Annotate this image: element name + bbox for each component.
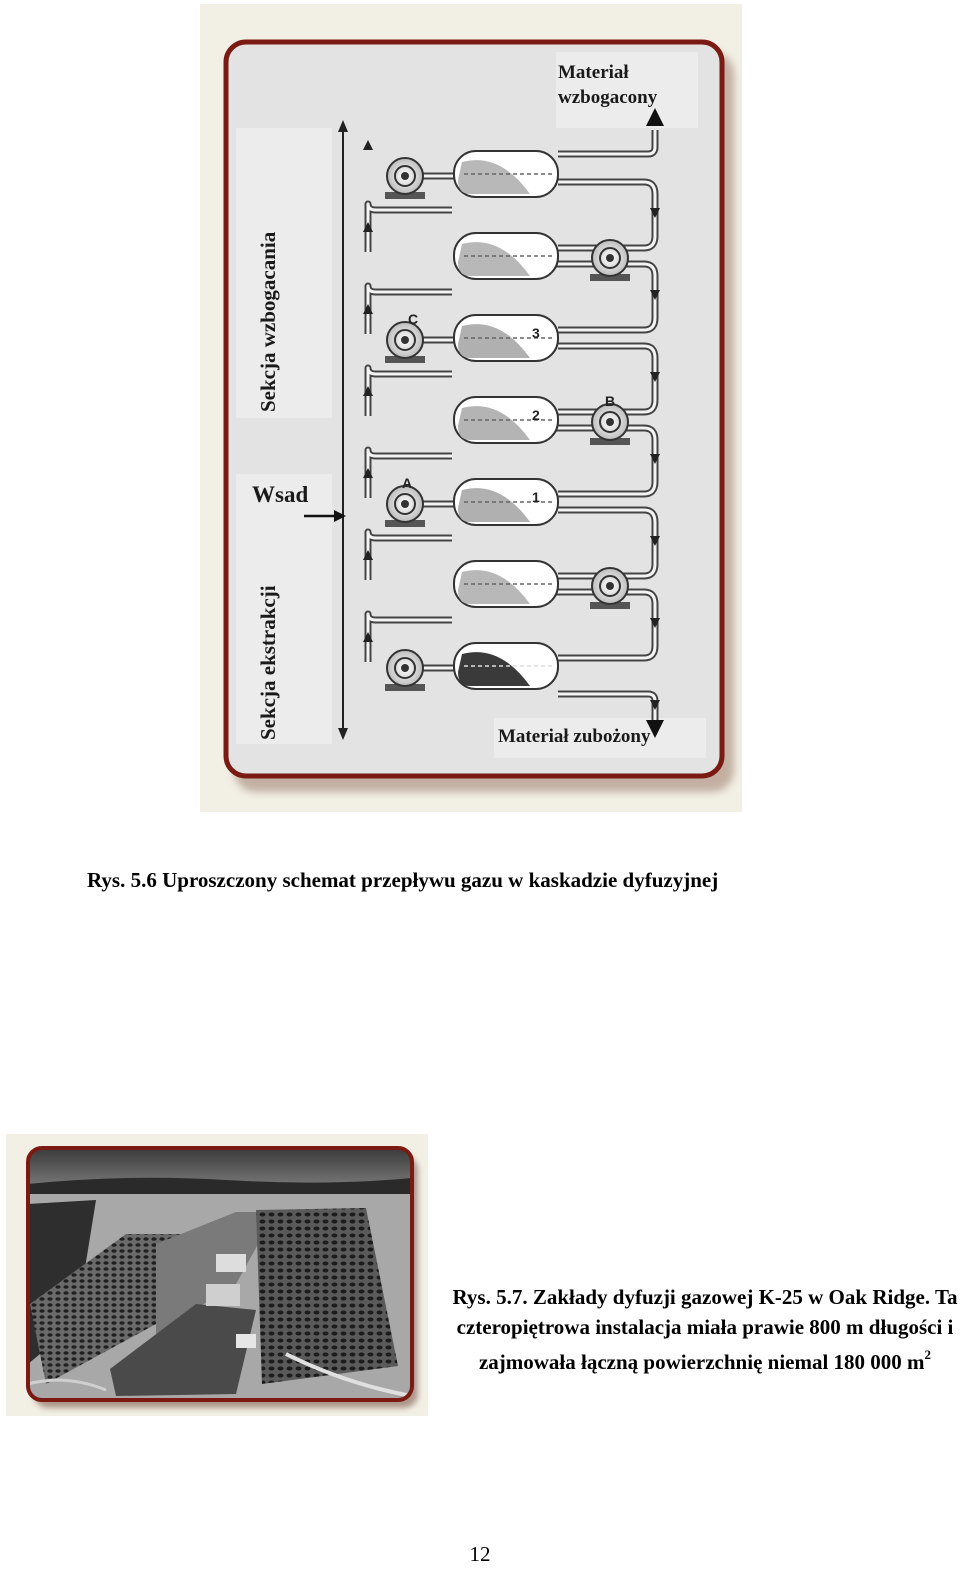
extraction-section-label: Sekcja ekstrakcji (256, 585, 280, 740)
figure-5-6-caption: Rys. 5.6 Uproszczony schemat przepływu gazu w kaskadzie dyfuzyjnej (87, 868, 719, 892)
compressor-pump-icon (590, 240, 630, 281)
diffusion-stage (454, 151, 558, 197)
diffusion-stage (454, 233, 558, 279)
diffusion-stage (454, 643, 558, 689)
compressor-pump-icon (385, 650, 425, 691)
enrichment-section-label: Sekcja wzbogacania (256, 231, 280, 412)
pump-label-a: A (402, 475, 413, 491)
stage-label-3: 3 (532, 325, 540, 341)
figure-5-7-caption-text: Rys. 5.7. Zakłady dyfuzji gazowej K-25 w Oak Ridge. Ta czteropiętrowa instalacja miała prawie 800 m długości i zajmowała łączną powierzchnię niemal 180 000 m (452, 1285, 958, 1374)
k25-plant-photo (6, 1134, 428, 1416)
compressor-pump-icon (590, 404, 630, 445)
enriched-material-label: Materiał wzbogacony (558, 62, 658, 108)
diffusion-stage (454, 561, 558, 607)
pump-label-c: C (408, 311, 419, 327)
diffusion-stage (454, 479, 558, 525)
superscript-2: 2 (924, 1347, 932, 1362)
compressor-pump-icon (385, 486, 425, 527)
diffusion-cascade-diagram (200, 4, 742, 812)
compressor-pump-icon (590, 568, 630, 609)
diffusion-stage (454, 397, 558, 443)
stage-label-1: 1 (532, 489, 540, 505)
figure-5-7-caption (440, 1282, 960, 1377)
cascade-schematic (200, 4, 742, 812)
page-number: 12 (469, 1542, 491, 1566)
depleted-material-label: Materiał zubożony (498, 726, 651, 747)
pump-label-b: B (605, 393, 616, 409)
stage-label-2: 2 (532, 407, 540, 423)
feed-label: Wsad (252, 482, 309, 507)
compressor-pump-icon (385, 322, 425, 363)
diffusion-stage (454, 315, 558, 361)
compressor-pump-icon (385, 158, 425, 199)
k25-aerial-photo (6, 1134, 428, 1416)
